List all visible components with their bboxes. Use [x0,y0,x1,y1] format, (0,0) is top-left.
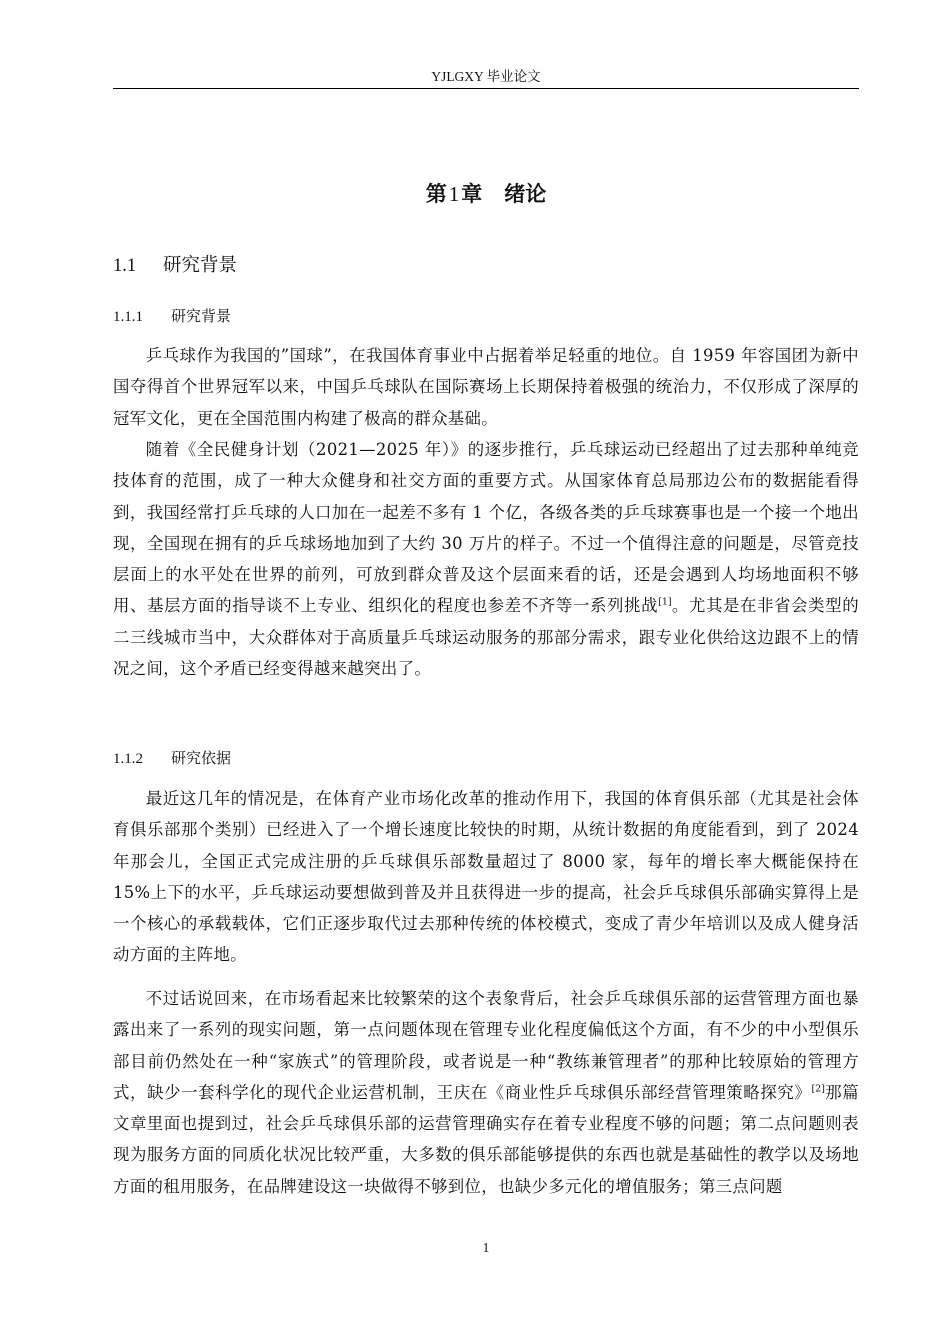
subsection-number: 1.1.1 [113,309,143,325]
section-title: 研究背景 [163,255,238,276]
chapter-title [113,178,859,210]
chapter-suffix: 章 [461,182,483,206]
body-paragraph: 乒乓球作为我国的”国球”，在我国体育事业中占据着举足轻重的地位。自 1959 年容国团为新中国夺得首个世界冠军以来，中国乒乓球队在国际赛场上长期保持着极强的统治力，不仅形成了深厚的冠军文化，更在全国范围内构建了极高的群众基础。 [113,346,859,428]
subsection-title: 研究依据 [171,749,232,767]
section-heading [113,252,237,280]
header-divider [113,88,859,89]
paragraph-text: 。尤其是在非省会类型的二三线城市当中，大众群体对于高质量乒乓球运动服务的那部分需求，跟专业化供给这边跟不上的情况之间，这个矛盾已经变得越来越突出了。 [113,596,859,679]
citation-marker: [2] [811,1083,825,1095]
body-paragraph [113,983,859,1202]
subsection-number: 1.1.2 [113,751,143,767]
chapter-number: 1 [448,182,460,206]
section-number: 1.1 [113,256,137,276]
subsection-heading-background [113,305,231,328]
page-header: YJLGXY 毕业论文 [431,69,541,84]
chapter-prefix: 第 [425,182,447,206]
paragraph-text: 随着《全民健身计划（2021—2025 年）》的逐步推行，乒乓球运动已经超出了过去那种单纯竞技体育的范围，成了一种大众健身和社交方面的重要方式。从国家体育总局那边公布的数据能看得到，我国经常打乒乓球的人口加在一起差不多有 1 个亿，各级各类的乒乓球赛事也是一个接一个地出现，全国现在拥有的乒乓球场地加到了大约 30 万片的样子。不过一个值得注意的问题是，尽管竞技层面上的水平处在世界的前列，可放到群众普及这个层面来看的话，还是会遇到人均场地面积不够用、基层方面的指导谈不上专业、组织化的程度也参差不齐等一系列挑战 [113,440,859,616]
chapter-name: 绪论 [504,182,547,206]
subsection-heading-basis [113,747,231,770]
body-paragraph [113,434,859,684]
citation-marker: [1] [658,597,672,609]
paragraph-text: 那篇文章里面也提到过，社会乒乓球俱乐部的运营管理确实存在着专业程度不够的问题；第二点问题则表现为服务方面的同质化状况比较严重，大多数的俱乐部能够提供的东西也就是基础性的教学以及场地方面的租用服务，在品牌建设这一块做得不够到位，也缺少多元化的增值服务；第三点问题 [113,1082,859,1196]
page-number: 1 [482,1240,490,1255]
paragraph-text: 不过话说回来，在市场看起来比较繁荣的这个表象背后，社会乒乓球俱乐部的运营管理方面也暴露出来了一系列的现实问题，第一点问题体现在管理专业化程度偏低这个方面，有不少的中小型俱乐部目前仍然处在一种“家族式”的管理阶段，或者说是一种“教练兼管理者”的那种比较原始的管理方式，缺少一套科学化的现代企业运营机制，王庆在《商业性乒乓球俱乐部经营管理策略探究》 [113,989,859,1102]
subsection-title: 研究背景 [171,307,232,325]
body-paragraph: 最近这几年的情况是，在体育产业市场化改革的推动作用下，我国的体育俱乐部（尤其是社会体育俱乐部那个类别）已经进入了一个增长速度比较快的时期，从统计数据的角度能看到，到了 2024 年那会儿，全国正式完成注册的乒乓球俱乐部数量超过了 8000 家，每年的增长率大概能保持在 15%上下的水平，乒乓球运动要想做到普及并且获得进一步的提高，社会乒乓球俱乐部确实算得上是一个核心的承载载体，它们正逐步取代过去那种传统的体校模式，变成了青少年培训以及成人健身活动方面的主阵地。 [113,789,859,965]
